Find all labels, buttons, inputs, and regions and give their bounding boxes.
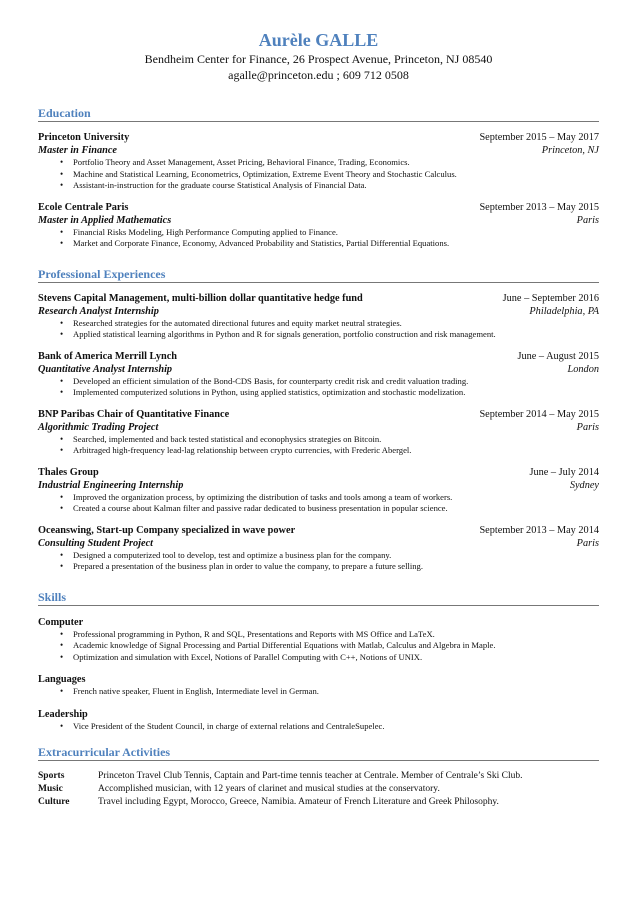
- bullet-list: [38, 227, 599, 250]
- bullet-item: • Improved the organization process, by optimizing the distribution of tasks and tools among a team of workers.: [73, 492, 599, 504]
- activity-description: Accomplished musician, with 12 years of clarinet and musical studies at the conservatory.: [98, 784, 440, 794]
- contact-line: agalle@princeton.edu ; 609 712 0508: [228, 68, 409, 82]
- entry-dates: September 2014 – May 2015: [479, 408, 599, 420]
- entry-dates: June – July 2014: [529, 466, 599, 478]
- address-line: Bendheim Center for Finance, 26 Prospect Avenue, Princeton, NJ 08540: [144, 52, 493, 66]
- organization-name: Princeton University: [38, 132, 130, 143]
- role-title: Algorithmic Trading Project: [38, 421, 159, 433]
- entry-role-row: [38, 537, 599, 550]
- experience-list: [38, 292, 599, 573]
- bullet-item: • Assistant-in-instruction for the graduate course Statistical Analysis of Financial Data.: [73, 180, 599, 192]
- role-title: Research Analyst Internship: [38, 305, 159, 317]
- role-title: Industrial Engineering Internship: [38, 479, 184, 491]
- organization-name: Stevens Capital Management, multi-billion dollar quantitative hedge fund: [38, 292, 363, 304]
- role-title: Master in Finance: [38, 145, 117, 156]
- skill-group: [38, 673, 599, 698]
- bullet-item: • Applied statistical learning algorithms in Python and R for signals generation, portfolio construction and risk management.: [73, 329, 599, 341]
- activity-name: Sports: [38, 771, 65, 781]
- bullet-list: [38, 550, 599, 573]
- activity-description: Princeton Travel Club Tennis, Captain and Part-time tennis teacher at Centrale. Member of Centrale’s Ski Club.: [98, 771, 523, 781]
- education-entry: [38, 201, 599, 250]
- education-heading: Education: [38, 106, 599, 122]
- bullet-item: • Academic knowledge of Signal Processing and Partial Differential Equations with Matlab, Calculus and Algebra in Maple.: [73, 640, 599, 652]
- entry-location: Paris: [576, 537, 599, 549]
- entry-location: London: [567, 363, 599, 375]
- bullet-list: [38, 492, 599, 515]
- activity-row: [38, 783, 599, 796]
- role-title: Quantitative Analyst Internship: [38, 363, 173, 375]
- entry-location: Philadelphia, PA: [529, 305, 599, 317]
- bullet-item: • Implemented computerized solutions in Python, using applied statistics, optimization and stochastic modelization.: [73, 387, 599, 399]
- entry-dates: June – September 2016: [502, 292, 599, 304]
- bullet-item: • Designed a computerized tool to develop, test and optimize a business plan for the company.: [73, 550, 599, 562]
- activity-row: [38, 796, 599, 809]
- bullet-item: • Researched strategies for the automated directional futures and equity market neutral strategies.: [73, 318, 599, 330]
- activity-name: Culture: [38, 797, 70, 807]
- resume-page: [38, 30, 599, 809]
- role-title: Consulting Student Project: [38, 537, 154, 549]
- entry-header-row: [38, 131, 599, 144]
- activity-name: Music: [38, 784, 63, 794]
- education-list: [38, 131, 599, 250]
- bullet-list: [38, 434, 599, 457]
- organization-name: BNP Paribas Chair of Quantitative Finance: [38, 408, 230, 420]
- skill-group: [38, 708, 599, 733]
- organization-name: Ecole Centrale Paris: [38, 201, 129, 213]
- bullet-item: • Professional programming in Python, R and SQL, Presentations and Reports with MS Office and LaTeX.: [73, 629, 599, 641]
- entry-dates: June – August 2015: [517, 350, 599, 362]
- extracurricular-heading: Extracurricular Activities: [38, 745, 599, 761]
- bullet-item: • Portfolio Theory and Asset Management, Asset Pricing, Behavioral Finance, Trading, Economics.: [73, 157, 599, 169]
- bullet-list: [38, 686, 599, 698]
- activity-row: [38, 770, 599, 783]
- entry-header-row: [38, 408, 599, 421]
- extracurricular-list: [38, 770, 599, 809]
- bullet-list: [38, 157, 599, 192]
- entry-header-row: [38, 466, 599, 479]
- bullet-item: • Machine and Statistical Learning, Econometrics, Optimization, Extreme Event Theory and Stochastic Calculus.: [73, 169, 599, 181]
- bullet-list: [38, 721, 599, 733]
- bullet-list: [38, 318, 599, 341]
- bullet-item: • Created a course about Kalman filter and passive radar dedicated to business presentation in popular science.: [73, 503, 599, 515]
- entry-role-row: [38, 214, 599, 227]
- skill-group-title: Languages: [38, 674, 86, 685]
- bullet-item: • Vice President of the Student Council, in charge of external relations and CentraleSupelec.: [73, 721, 599, 733]
- skill-group: [38, 616, 599, 664]
- bullet-item: • Market and Corporate Finance, Economy, Advanced Probability and Statistics, Partial Differential Equations.: [73, 238, 599, 250]
- entry-role-row: [38, 144, 599, 157]
- bullet-item: • Prepared a presentation of the business plan in order to value the company, to prepare a future selling.: [73, 561, 599, 573]
- entry-role-row: [38, 305, 599, 318]
- entry-header-row: [38, 350, 599, 363]
- skills-list: [38, 616, 599, 733]
- entry-header-row: [38, 524, 599, 537]
- entry-location: Sydney: [569, 479, 599, 491]
- entry-role-row: [38, 363, 599, 376]
- entry-header-row: [38, 201, 599, 214]
- entry-role-row: [38, 479, 599, 492]
- experience-entry: [38, 350, 599, 399]
- skills-heading: Skills: [38, 590, 599, 606]
- bullet-item: • Developed an efficient simulation of the Bond-CDS Basis, for counterparty credit risk and credit valuation trading.: [73, 376, 599, 388]
- entry-role-row: [38, 421, 599, 434]
- entry-dates: September 2015 – May 2017: [479, 132, 599, 143]
- experience-entry: [38, 466, 599, 515]
- organization-name: Bank of America Merrill Lynch: [38, 350, 177, 362]
- resume-header: [38, 30, 599, 83]
- bullet-list: [38, 376, 599, 399]
- entry-dates: September 2013 – May 2014: [479, 524, 599, 536]
- role-title: Master in Applied Mathematics: [38, 214, 172, 226]
- bullet-item: • Optimization and simulation with Excel, Notions of Parallel Computing with C++, Notions of UNIX.: [73, 652, 599, 664]
- experience-entry: [38, 524, 599, 573]
- entry-location: Paris: [576, 214, 599, 226]
- entry-location: Princeton, NJ: [541, 145, 599, 156]
- experience-entry: [38, 408, 599, 457]
- entry-header-row: [38, 292, 599, 305]
- bullet-item: • Searched, implemented and back tested statistical and econophysics strategies on Bitcoin.: [73, 434, 599, 446]
- skill-group-title: Computer: [38, 616, 84, 628]
- experience-heading: Professional Experiences: [38, 267, 599, 283]
- skill-group-title: Leadership: [38, 708, 88, 720]
- bullet-list: [38, 629, 599, 664]
- entry-dates: September 2013 – May 2015: [479, 201, 599, 213]
- bullet-item: • Arbitraged high-frequency lead-lag relationship between crypto currencies, with Frederic Abergel.: [73, 445, 599, 457]
- bullet-item: • French native speaker, Fluent in English, Intermediate level in German.: [73, 686, 599, 698]
- candidate-name: Aurèle GALLE: [258, 30, 379, 50]
- bullet-item: • Financial Risks Modeling, High Performance Computing applied to Finance.: [73, 227, 599, 239]
- entry-location: Paris: [576, 421, 599, 433]
- organization-name: Thales Group: [38, 466, 99, 478]
- organization-name: Oceanswing, Start-up Company specialized in wave power: [38, 524, 296, 536]
- education-entry: [38, 131, 599, 192]
- experience-entry: [38, 292, 599, 341]
- activity-description: Travel including Egypt, Morocco, Greece, Namibia. Amateur of French Literature and Greek Philosophy.: [98, 797, 499, 807]
